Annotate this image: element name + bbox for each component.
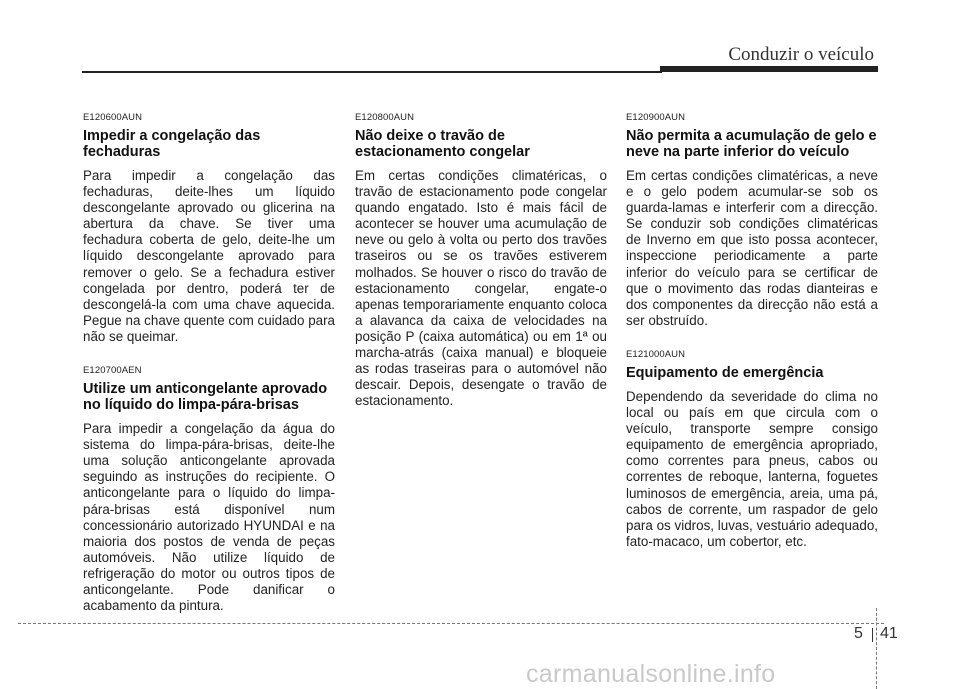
- column-left: [83, 112, 335, 634]
- section-code: E120700AEN: [83, 365, 142, 377]
- chapter-number: 5: [854, 625, 863, 642]
- section-heading: Utilize um anticongelante aprovado no líquido do limpa-pára-brisas: [83, 381, 328, 414]
- column-right: [626, 112, 878, 570]
- section-body: Para impedir a congelação da água do sistema do limpa-pára-brisas, deite-lhe uma solução anticongelante aprovada seguindo as instruções do recipiente. O anticongelante para o líquido do limpa-pára-brisas está disponível num concessionário autorizado HYUNDAI e na maioria dos postos de venda de peças automóveis. Não utilize líquido de refrigeração do motor ou outros tipos de anticongelante. Pode danificar o acabamento da pintura.: [83, 421, 335, 614]
- section-heading: Não permita a acumulação de gelo e neve na parte inferior do veículo: [626, 128, 877, 160]
- section-code: E120800AUN: [355, 112, 415, 123]
- section-code: E120600AUN: [83, 112, 143, 123]
- header-rule: [82, 71, 662, 73]
- section-body: Em certas condições climatéricas, a neve e o gelo podem acumular-se sob os guarda-lamas e interferir com a direcção. Se conduzir sob condições climatéricas de Inverno em que isto possa acontecer, inspeccione periodicamente a parte inferior do veículo para se certificar de que o movimento das rodas dianteiras e dos componentes da direcção não está a ser obstruído.: [626, 168, 878, 328]
- section-heading: Equipamento de emergência: [626, 364, 824, 381]
- section-heading: Impedir a congelação das fechaduras: [83, 128, 261, 160]
- watermark: carmanualsonline.info: [526, 660, 776, 688]
- chapter-title: Conduzir o veículo: [728, 44, 874, 65]
- section-heading: Não deixe o travão de estacionamento congelar: [355, 128, 530, 160]
- section-code: E120900AUN: [626, 112, 686, 123]
- section-body: Dependendo da severidade do clima no local ou país em que circula com o veículo, transporte sempre consigo equipamento de emergência apropriado, como correntes para pneus, cabos ou correntes de reboque, lanterna, foguetes luminosos de emergência, areia, uma pá, cabos de corrente, um raspador de gelo para os vidros, luvas, vestuário adequado, fato-macaco, um cobertor, etc.: [626, 388, 878, 549]
- column-middle: [355, 112, 607, 429]
- header-rule-accent: [660, 66, 878, 72]
- footer-vertical-dashed-line: [876, 608, 877, 689]
- footer-dashed-line: [18, 623, 884, 624]
- section-code: E121000AUN: [626, 348, 686, 360]
- page-number: 41: [880, 625, 898, 642]
- section-body: Em certas condições climatéricas, o travão de estacionamento pode congelar quando engatado. Isto é mais fácil de acontecer se houver uma acumulação de neve ou gelo à volta ou perto dos travões traseiros ou se os travões estiverem molhados. Se houver o risco do travão de estacionamento congelar, engate-o apenas temporariamente enquanto coloca a alavanca da caixa de velocidades na posição P (caixa automática) ou em 1ª ou marcha-atrás (caixa manual) e bloqueie as rodas traseiras para o automóvel não descair. Depois, desengate o travão de estacionamento.: [355, 168, 607, 409]
- section-body: Para impedir a congelação das fechaduras, deite-lhes um líquido descongelante aprovado ou glicerina na abertura da chave. Se tiver uma fechadura coberta de gelo, deite-lhe um líquido descongelante aprovado para remover o gelo. Se a fechadura estiver congelada por dentro, poderá ter de descongelá-la com uma chave aquecida. Pegue na chave quente com cuidado para não se queimar.: [83, 168, 335, 344]
- page-number-divider: [872, 628, 873, 642]
